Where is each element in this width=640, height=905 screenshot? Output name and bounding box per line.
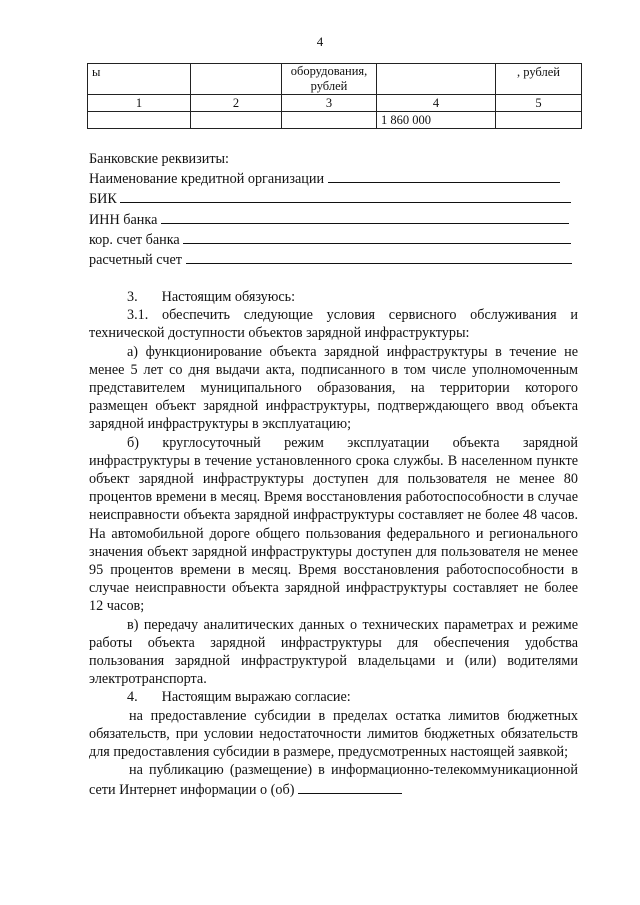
- page-number: 4: [316, 34, 324, 49]
- corr-account-label: кор. счет банка: [89, 231, 180, 248]
- consent-publication-text: на публикацию (размещение) в информационно-телекоммуникационной сети Интернет информации о (об): [89, 762, 578, 799]
- table-cell: [496, 112, 582, 129]
- table-cell: [191, 64, 282, 95]
- account-field[interactable]: [186, 249, 572, 264]
- table-cell: [282, 112, 377, 129]
- clause-v: в) передачу аналитических данных о технических параметрах и режиме работы объекта зарядной инфраструктуры для обеспечения удобства пользования зарядной инфраструктурой владельцами и (или) водителями электротранспорта.: [89, 616, 578, 688]
- publication-field[interactable]: [298, 779, 402, 794]
- inn-field[interactable]: [161, 209, 569, 224]
- table-cell: 5: [496, 95, 582, 112]
- financing-table: [87, 63, 582, 129]
- account-row: [89, 249, 578, 269]
- section-4-heading: [89, 688, 578, 706]
- table-row: [88, 112, 582, 129]
- table-cell: , рублей: [496, 64, 582, 95]
- bank-details-title: Банковские реквизиты:: [89, 151, 229, 167]
- section-3-number: 3.: [127, 289, 138, 305]
- bank-org-label: Наименование кредитной организации: [89, 171, 325, 188]
- corr-account-row: [89, 229, 578, 249]
- table-cell: ы: [88, 64, 191, 95]
- bik-label: БИК: [89, 191, 117, 208]
- section-3-heading: [89, 288, 578, 306]
- bank-org-field[interactable]: [328, 168, 560, 183]
- table-cell: 1: [88, 95, 191, 112]
- clause-b: б) круглосуточный режим эксплуатации объекта зарядной инфраструктуры в течение установленного срока службы. В населенном пункте объект зарядной инфраструктуры доступен для пользователя не менее 80 процентов времени в месяц. Время восстановления работоспособности в случае неисправности объекта зарядной инфраструктуры составляет не более 48 часов. На автомобильной дороге общего пользования федерального и регионального значения объект зарядной инфраструктуры доступен для пользователя не менее 95 процентов времени в месяц. Время восстановления работоспособности в случае неисправности объекта зарядной инфраструктуры составляет не более 12 часов;: [89, 434, 578, 615]
- table-cell: 1 860 000: [377, 112, 496, 129]
- section-4-number: 4.: [127, 689, 138, 706]
- table-cell: [377, 64, 496, 95]
- clause-a: а) функционирование объекта зарядной инфраструктуры в течение не менее 5 лет со дня выдачи акта, подписанного в том числе уполномоченным представителем муниципального образования, на территории которого размещен объект зарядной инфраструктуры, подтверждающего ввод объекта зарядной инфраструктуры в эксплуатацию;: [89, 343, 578, 433]
- bank-org-row: [89, 168, 578, 188]
- inn-label: ИНН банка: [89, 211, 158, 228]
- clause-3-1: 3.1. обеспечить следующие условия сервисного обслуживания и технической доступности объектов зарядной инфраструктуры:: [89, 307, 578, 342]
- table-cell: 4: [377, 95, 496, 112]
- table-cell: [191, 112, 282, 129]
- section-3-title: Настоящим обязуюсь:: [161, 289, 296, 305]
- table-row: [88, 64, 582, 95]
- consent-subsidy: на предоставление субсидии в пределах остатка лимитов бюджетных обязательств, при условии недостаточности лимитов бюджетных обязательств для предоставления субсидии в размере, предусмотренных настоящей заявкой;: [89, 707, 578, 761]
- table-cell: 3: [282, 95, 377, 112]
- account-label: расчетный счет: [89, 252, 182, 269]
- table-cell: [88, 112, 191, 129]
- bank-details: [89, 150, 578, 269]
- table-cell: оборудования, рублей: [282, 64, 377, 95]
- section-3: [89, 288, 578, 800]
- table-cell: 2: [191, 95, 282, 112]
- table-row: [88, 95, 582, 112]
- consent-publication: [89, 761, 578, 799]
- inn-row: [89, 209, 578, 229]
- corr-account-field[interactable]: [183, 229, 571, 244]
- section-4-title: Настоящим выражаю согласие:: [161, 689, 351, 706]
- bik-field[interactable]: [120, 188, 571, 203]
- bik-row: [89, 188, 578, 208]
